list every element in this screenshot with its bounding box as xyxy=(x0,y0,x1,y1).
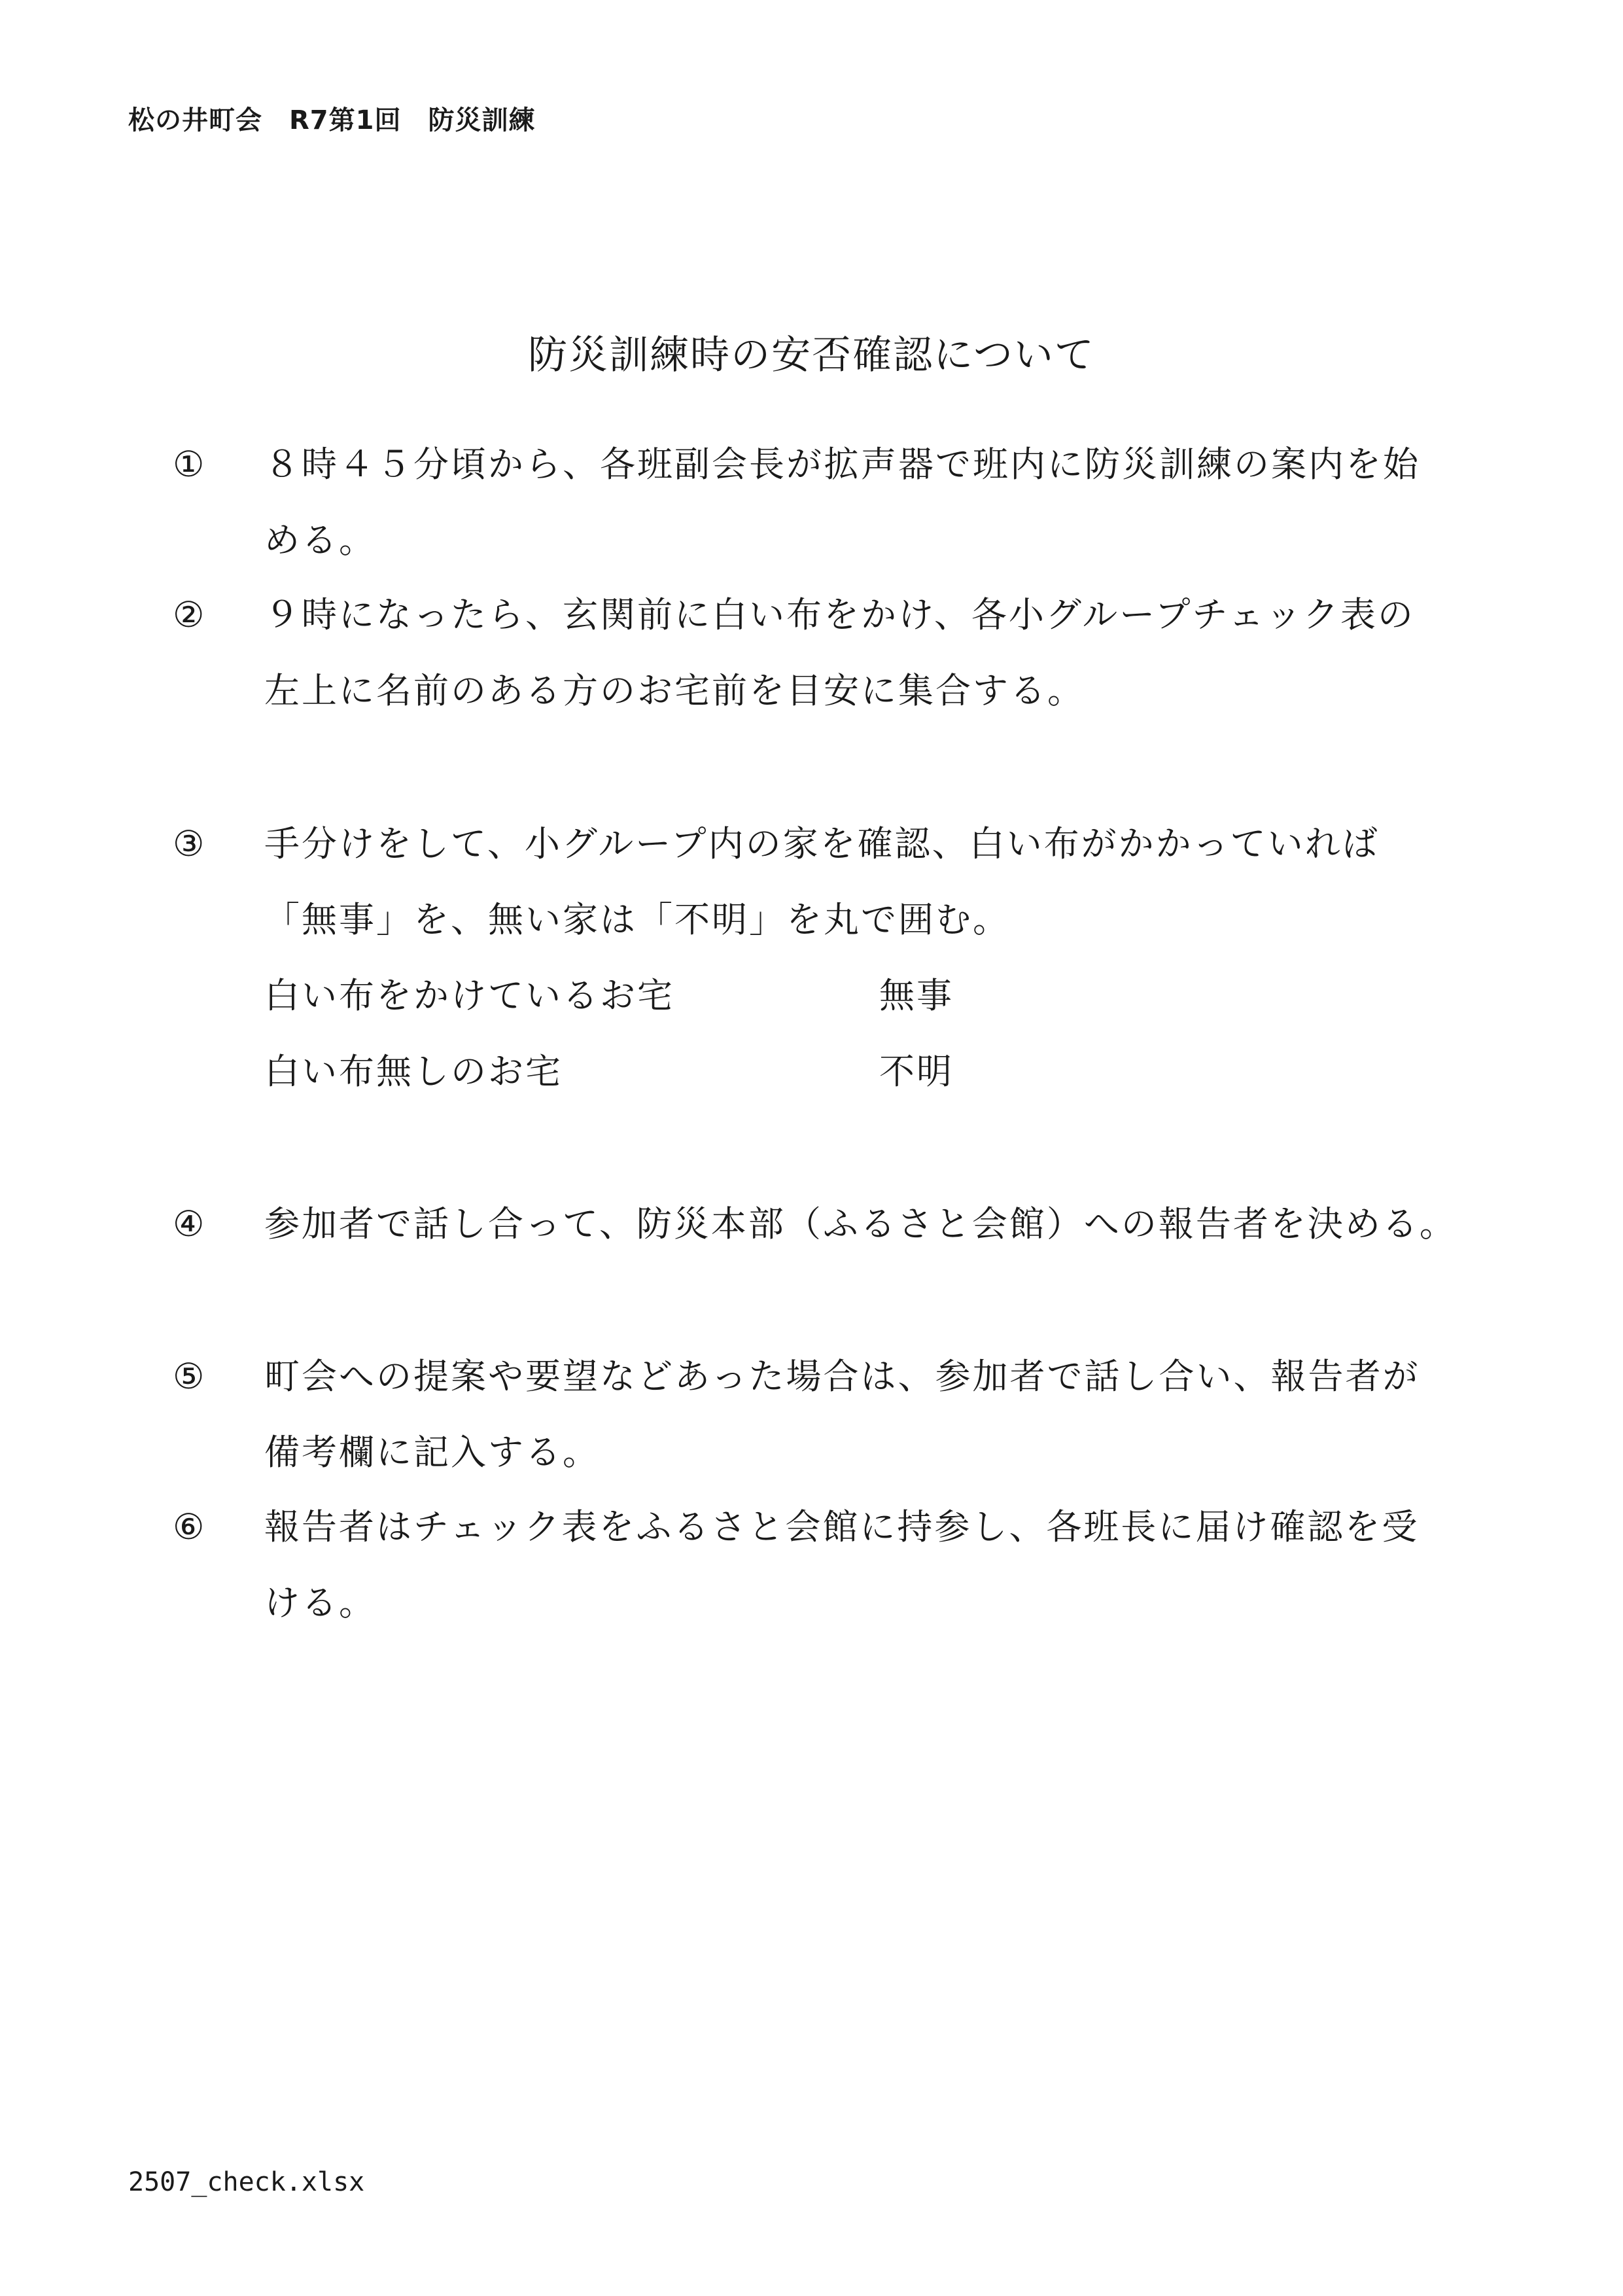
safety-status: 不明 xyxy=(879,1051,954,1092)
item-line: 備考欄に記入する。 xyxy=(264,1432,600,1473)
item-number: ③ xyxy=(173,823,205,864)
safety-status: 無事 xyxy=(879,975,954,1016)
house-condition: 白い布無しのお宅 xyxy=(264,1051,563,1092)
item-line: 手分けをして、小グループ内の家を確認、白い布がかかっていれば xyxy=(264,823,1380,864)
item-line: 報告者はチェック表をふるさと会館に持参し、各班長に届け確認を受 xyxy=(264,1506,1420,1547)
item-line: ９時になったら、玄関前に白い布をかけ、各小グループチェック表の xyxy=(264,594,1415,635)
status-row xyxy=(264,1034,1049,1110)
status-row xyxy=(264,958,1049,1034)
item-number: ④ xyxy=(173,1203,205,1245)
item-number: ① xyxy=(173,444,205,485)
document-header: 松の井町会 R7第1回 防災訓練 xyxy=(128,105,536,135)
item-number: ② xyxy=(173,594,205,635)
item-line: ８時４５分頃から、各班副会長が拡声器で班内に防災訓練の案内を始 xyxy=(264,444,1420,485)
house-condition: 白い布をかけているお宅 xyxy=(264,975,674,1016)
item-text xyxy=(264,1489,1507,1641)
item-text xyxy=(264,427,1507,578)
item-line: ける。 xyxy=(264,1582,376,1623)
item-line: 「無事」を、無い家は「不明」を丸で囲む。 xyxy=(264,899,1010,940)
item-text xyxy=(264,1339,1507,1491)
page-title: 防災訓練時の安否確認について xyxy=(528,332,1095,378)
item-line: 町会への提案や要望などあった場合は、参加者で話し合い、報告者が xyxy=(264,1356,1420,1397)
item-text xyxy=(264,577,1507,729)
item-line: 左上に名前のある方のお宅前を目安に集合する。 xyxy=(264,670,1085,711)
file-name-footer: 2507_check.xlsx xyxy=(128,2167,365,2197)
item-text xyxy=(264,1186,1507,1262)
item-number: ⑤ xyxy=(173,1356,205,1397)
item-line: 参加者で話し合って、防災本部（ふるさと会館）への報告者を決める。 xyxy=(264,1203,1457,1245)
status-table xyxy=(264,958,1049,1110)
item-number: ⑥ xyxy=(173,1506,205,1547)
item-text xyxy=(264,806,1507,958)
item-line: める。 xyxy=(264,520,376,561)
